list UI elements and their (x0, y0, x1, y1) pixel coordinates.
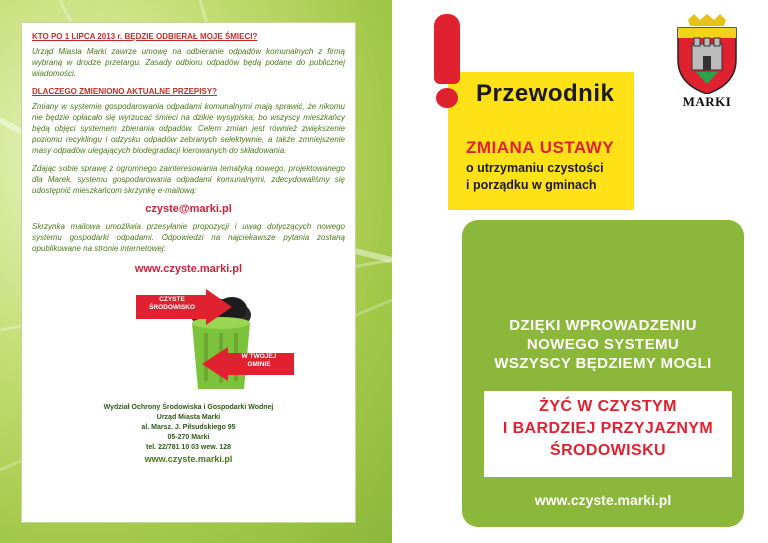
answer-paragraph-2: Zmiany w systemie gospodarowania odpadami komunalnymi mają sprawić, że nikomu nie będzie opłacało się wyrzucać śmieci na dzikie wysypiska, bo wszyscy mieszkańcy będą objęci systemem zbierania odpadów. Celem zmian jest również zwiększenie poziomu recyklingu i odzysku odpadów zebranych selektywnie, a także zmniejszenie masy odpadów ulegających biodegradacji kierowanych do składowania. (32, 102, 345, 155)
footer-department: Wydział Ochrony Środowiska i Gospodarki Wodnej (103, 404, 274, 411)
contact-footer (32, 403, 345, 465)
message-live-clean-environment: ŻYĆ W CZYSTYM I BARDZIEJ PRZYJAZNYM ŚRODOWISKU (502, 398, 714, 459)
footer-address: al. Marsz. J. Piłsudskiego 95 (141, 424, 236, 431)
paragraph-mailbox-info: Skrzynka mailowa umożliwia przesyłanie propozycji i uwag dotyczących nowego systemu gospodarki odpadami. Odpowiedzi na najciekawsze pytania zostaną opublikowane na stronie internetowej: (32, 222, 345, 253)
exclamation-icon (434, 14, 460, 84)
subtitle-law-change: ZMIANA USTAWY (466, 138, 615, 157)
green-message-box (462, 220, 744, 527)
message-thanks-to-new-system: DZIĘKI WPROWADZENIU NOWEGO SYSTEMU WSZYSCY BĘDZIEMY MOGLI (494, 317, 712, 372)
footer-postcode: 05-270 Marki (167, 434, 210, 441)
footer-phone: tel. 22/781 10 03 wew. 128 (146, 444, 231, 451)
answer-paragraph-1: Urząd Miasta Marki zawrze umowę na odbieranie odpadów komunalnych z firmą wybraną w drodze przetargu. Zasady odbioru odpadów będą podane do publicznej wiadomości. (32, 47, 345, 78)
footer-office: Urząd Miasta Marki (156, 414, 221, 421)
arrow-label-in-your-municipality: W TWOJEJ GMINIE (241, 353, 277, 368)
subtitle-law-name: o utrzymaniu czystości i porządku w gminach (466, 161, 604, 192)
town-name-marki: MARKI (682, 94, 732, 109)
website-link[interactable]: www.czyste.marki.pl (134, 263, 243, 275)
bin-illustration (32, 283, 345, 395)
question-heading-1: KTO PO 1 LIPCA 2013 r. BĘDZIE ODBIERAŁ MOJE ŚMIECI? (32, 32, 258, 41)
email-address-link[interactable]: czyste@marki.pl (145, 203, 232, 215)
question-heading-2: DLACZEGO ZMIENIONO AKTUALNE PRZEPISY? (32, 87, 218, 96)
coat-of-arms-icon (676, 14, 738, 94)
info-text-box (21, 22, 356, 523)
arrow-label-clean-environment: CZYSTE ŚRODOWISKO (149, 296, 195, 311)
title-przewodnik: Przewodnik (476, 80, 615, 107)
exclamation-dot-icon (436, 88, 458, 108)
footer-website-link[interactable]: www.czyste.marki.pl (144, 454, 233, 464)
right-website-link[interactable]: www.czyste.marki.pl (534, 492, 672, 508)
paragraph-email-intro: Zdając sobie sprawę z ogromnego zainteresowania tematyką nowego, projektowanego dla Marek, systemu gospodarowania odpadami komunalnymi, zdecydowaliśmy się udostępnić mieszkańcom skrzynkę e-mailową: (32, 164, 345, 195)
